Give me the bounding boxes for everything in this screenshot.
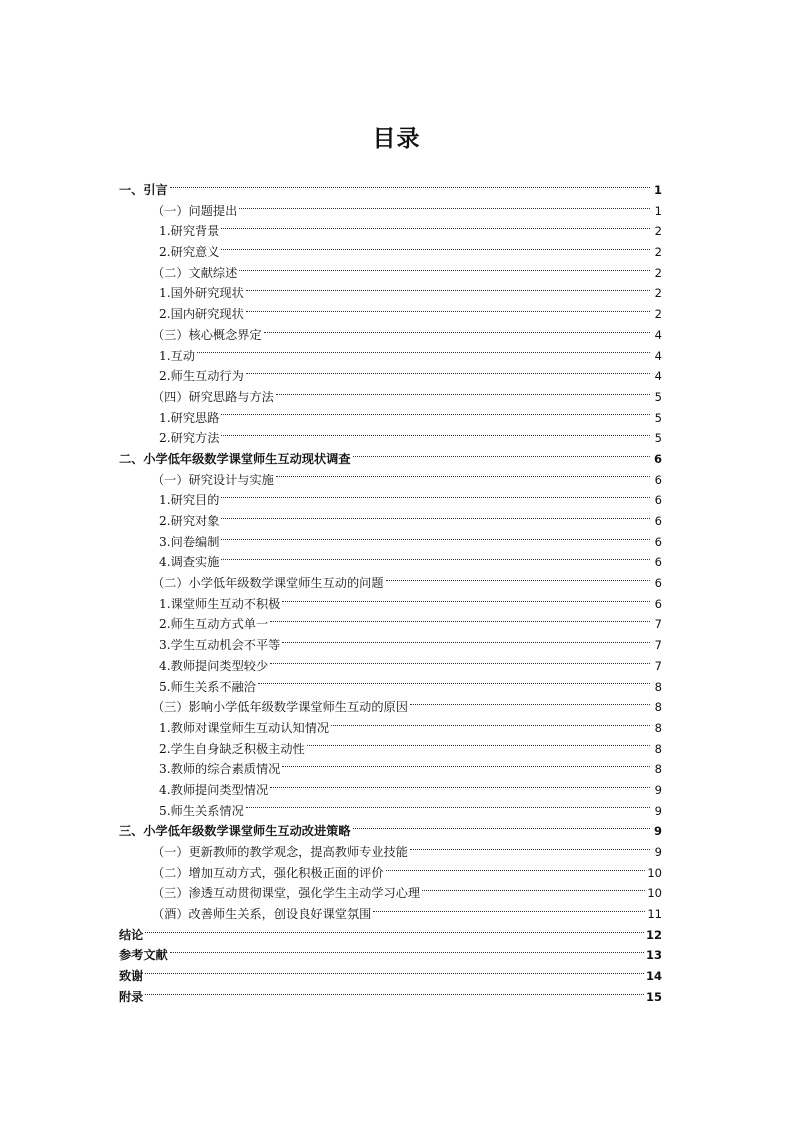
toc-entry-page-number: 8 [654,700,662,715]
toc-entry[interactable] [119,904,662,925]
toc-entry-label: 结论 [119,927,144,942]
toc-entry[interactable] [119,283,662,304]
toc-entry-page-number: 9 [654,803,662,818]
toc-entry-page-number: 4 [654,348,662,363]
toc-entry-page-number: 8 [654,741,662,756]
toc-entry-page-number: 6 [654,534,662,549]
toc-entry-page-number: 7 [654,617,662,632]
toc-entry[interactable] [119,470,662,491]
toc-entry[interactable] [119,449,662,470]
toc-entry-page-number: 9 [654,782,662,797]
toc-entry-label: （四）研究思路与方法 [152,389,274,404]
dot-leader [221,497,650,498]
toc-entry[interactable] [119,614,662,635]
dot-leader [145,932,644,933]
toc-entry-label: （二）文献综述 [152,265,238,280]
toc-entry[interactable] [119,387,662,408]
toc-entry-label: 2.国内研究现状 [159,307,244,322]
toc-entry-page-number: 5 [654,431,662,446]
toc-entry-label: 1.教师对课堂师生互动认知情况 [159,720,330,735]
toc-entry-label: 2.师生互动方式单一 [159,617,269,632]
toc-entry[interactable] [119,263,662,284]
toc-entry-label: 1.互动 [159,348,196,363]
dot-leader [270,663,650,664]
dot-leader [221,414,650,415]
toc-entry-page-number: 12 [645,927,662,942]
toc-entry[interactable] [119,656,662,677]
toc-entry-page-number: 11 [647,907,662,922]
toc-entry-label: 1.国外研究现状 [159,286,244,301]
toc-entry-label: （一）研究设计与实施 [152,472,274,487]
toc-entry-label: 三、小学低年级数学课堂师生互动改进策略 [119,824,351,839]
toc-entry[interactable] [119,408,662,429]
toc-entry-label: 5.师生关系情况 [159,803,244,818]
table-of-contents [119,180,662,1008]
toc-entry-page-number: 10 [647,865,662,880]
toc-entry[interactable] [119,780,662,801]
toc-entry-label: 5.师生关系不融洽 [159,679,256,694]
toc-entry[interactable] [119,573,662,594]
page-title: 目录 [372,126,421,152]
toc-entry-label: 致谢 [119,969,144,984]
dot-leader [246,807,650,808]
toc-entry-page-number: 2 [654,245,662,260]
toc-entry-page-number: 2 [654,286,662,301]
dot-leader [264,332,650,333]
toc-entry-label: 3.学生互动机会不平等 [159,638,281,653]
toc-entry-page-number: 10 [647,886,662,901]
toc-entry-label: 附录 [119,989,144,1004]
toc-entry[interactable] [119,883,662,904]
dot-leader [386,580,650,581]
toc-entry-page-number: 2 [654,224,662,239]
dot-leader [221,518,650,519]
toc-entry-label: 2.研究对象 [159,514,220,528]
toc-entry[interactable] [119,739,662,760]
dot-leader [221,559,650,560]
toc-entry[interactable] [119,925,662,946]
toc-entry[interactable] [119,180,662,201]
toc-entry-label: 4.教师提问类型情况 [159,782,269,797]
dot-leader [221,539,650,540]
dot-leader [386,870,646,871]
toc-entry[interactable] [119,201,662,222]
toc-entry-page-number: 15 [645,989,662,1004]
dot-leader [145,994,644,995]
toc-entry-label: 一、引言 [119,183,168,197]
toc-entry-page-number: 8 [654,762,662,777]
toc-entry[interactable] [119,821,662,842]
toc-entry-label: （二）小学低年级数学课堂师生互动的问题 [152,576,384,591]
toc-entry-page-number: 4 [654,369,662,384]
dot-leader [331,725,650,726]
toc-entry-page-number: 8 [654,720,662,735]
toc-entry-page-number: 6 [654,514,662,528]
dot-leader [307,745,650,746]
dot-leader [239,270,650,271]
toc-entry-label: 参考文献 [119,948,168,963]
toc-entry-label: 4.教师提问类型较少 [159,658,269,673]
toc-entry-label: 1.研究思路 [159,410,220,425]
dot-leader [239,208,650,209]
dot-leader [270,621,650,622]
toc-entry-label: 二、小学低年级数学课堂师生互动现状调查 [119,451,351,466]
toc-entry-page-number: 14 [645,969,662,984]
toc-entry[interactable] [119,304,662,325]
toc-entry-label: 4.调查实施 [159,555,220,570]
dot-leader [282,642,650,643]
toc-entry-page-number: 5 [654,410,662,425]
toc-entry-page-number: 7 [654,658,662,673]
dot-leader [410,849,650,850]
toc-entry-label: 3.教师的综合素质情况 [159,762,281,777]
toc-entry[interactable] [119,966,662,987]
dot-leader [246,373,650,374]
toc-entry-label: （二）增加互动方式，强化积极正面的评价 [152,865,384,880]
toc-entry[interactable] [119,242,662,263]
dot-leader [221,249,650,250]
dot-leader [410,704,650,705]
toc-entry-label: 1.研究背景 [159,224,220,239]
toc-entry-page-number: 6 [654,555,662,570]
toc-entry[interactable] [119,532,662,553]
toc-entry-page-number: 6 [654,493,662,508]
toc-entry-page-number: 6 [654,596,662,611]
toc-entry-page-number: 2 [654,307,662,322]
toc-entry-page-number: 1 [653,183,662,197]
toc-entry-page-number: 13 [645,948,662,963]
dot-leader [282,601,650,602]
toc-entry[interactable] [119,697,662,718]
toc-entry-label: 2.研究意义 [159,245,220,260]
dot-leader [353,456,650,457]
dot-leader [282,766,650,767]
toc-entry[interactable] [119,594,662,615]
dot-leader [276,394,650,395]
toc-entry-page-number: 7 [654,638,662,653]
toc-entry[interactable] [119,842,662,863]
toc-entry[interactable] [119,490,662,511]
toc-entry-page-number: 6 [654,472,662,487]
toc-entry[interactable] [119,945,662,966]
toc-entry[interactable] [119,366,662,387]
toc-entry-label: （三）渗透互动贯彻课堂，强化学生主动学习心理 [152,886,421,901]
toc-entry-page-number: 2 [654,265,662,280]
dot-leader [258,683,650,684]
toc-entry-page-number: 1 [654,203,662,218]
toc-entry[interactable] [119,863,662,884]
toc-entry[interactable] [119,718,662,739]
toc-entry-page-number: 6 [654,576,662,591]
dot-leader [246,311,650,312]
toc-entry[interactable] [119,635,662,656]
toc-entry[interactable] [119,759,662,780]
toc-entry[interactable] [119,428,662,449]
toc-entry[interactable] [119,801,662,822]
toc-entry-label: （一）问题提出 [152,203,238,218]
toc-entry-label: 1.研究目的 [159,493,220,508]
dot-leader [170,187,650,188]
toc-entry[interactable] [119,987,662,1008]
toc-entry-label: 1.课堂师生互动不积极 [159,596,281,611]
toc-entry-label: （酒）改善师生关系，创设良好课堂氛围 [152,907,372,922]
dot-leader [197,352,650,353]
toc-entry-label: （三）影响小学低年级数学课堂师生互动的原因 [152,700,408,715]
dot-leader [373,911,645,912]
dot-leader [422,890,645,891]
dot-leader [221,228,650,229]
dot-leader [276,476,650,477]
toc-entry-page-number: 8 [654,679,662,694]
toc-entry[interactable] [119,221,662,242]
toc-entry[interactable] [119,552,662,573]
toc-entry[interactable] [119,346,662,367]
toc-entry-label: （三）核心概念界定 [152,327,262,342]
toc-entry-page-number: 9 [654,845,662,859]
dot-leader [270,787,650,788]
toc-entry-page-number: 9 [653,824,662,839]
toc-entry[interactable] [119,325,662,346]
toc-entry[interactable] [119,677,662,698]
toc-entry-label: 2.研究方法 [159,431,220,446]
dot-leader [145,973,644,974]
dot-leader [170,952,644,953]
dot-leader [246,290,650,291]
toc-entry[interactable] [119,511,662,532]
toc-entry-label: 3.问卷编制 [159,534,220,549]
toc-entry-page-number: 5 [654,389,662,404]
toc-entry-label: 2.师生互动行为 [159,369,244,384]
dot-leader [221,435,650,436]
toc-entry-label: （一）更新教师的教学观念，提高教师专业技能 [152,845,408,859]
dot-leader [353,828,650,829]
toc-entry-page-number: 4 [654,327,662,342]
toc-entry-label: 2.学生自身缺乏积极主动性 [159,741,305,756]
toc-entry-page-number: 6 [653,451,662,466]
